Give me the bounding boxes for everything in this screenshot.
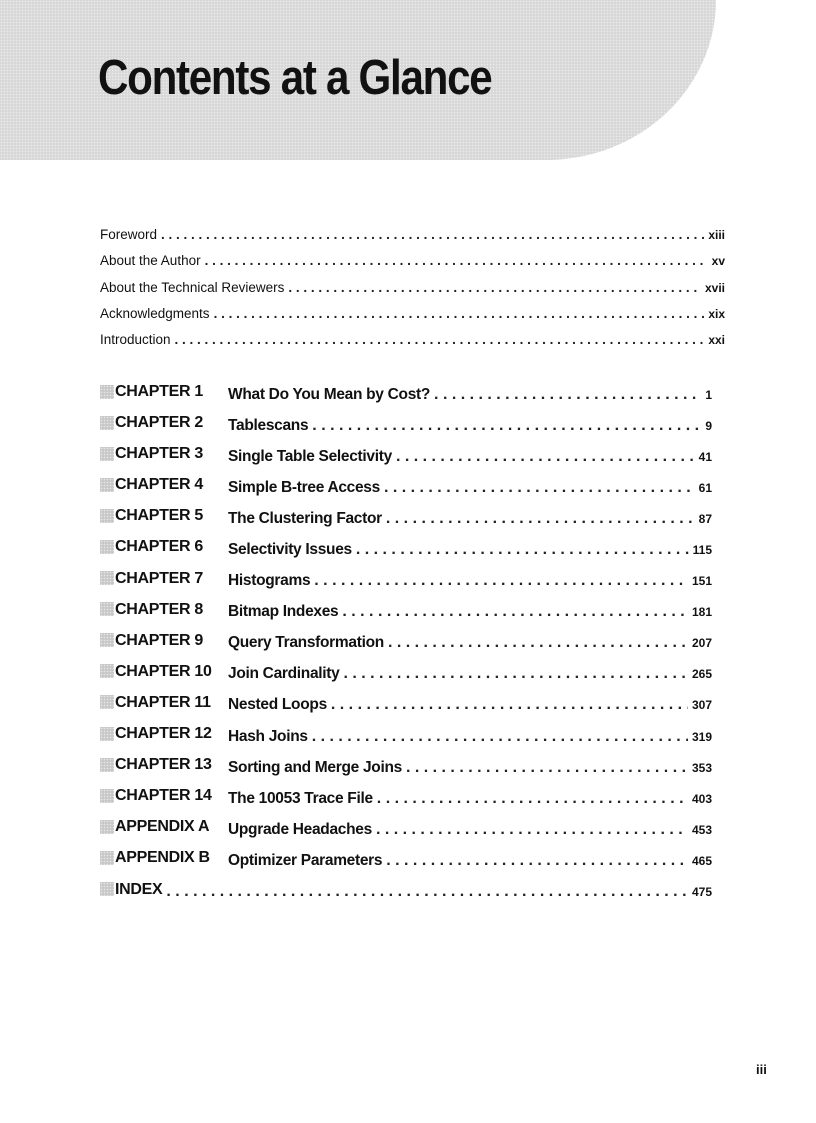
chapter-marker-icon <box>100 571 114 585</box>
dot-leader <box>312 721 688 752</box>
page-title: Contents at a Glance <box>98 51 492 105</box>
dot-leader <box>288 275 701 301</box>
toc-entry-page: xix <box>708 306 725 321</box>
chapter-page: 265 <box>691 667 712 682</box>
chapter-page: 115 <box>692 543 712 558</box>
chapter-label: CHAPTER 11 <box>115 693 211 711</box>
appendix-title: Upgrade Headaches <box>228 820 372 838</box>
toc-entry-page: xiii <box>708 228 725 242</box>
appendix-label: APPENDIX B <box>115 849 210 867</box>
chapter-marker-icon <box>100 664 114 678</box>
chapter-label: CHAPTER 14 <box>115 787 212 805</box>
toc-entry-title: Acknowledgments <box>100 305 210 321</box>
chapter-entry[interactable] <box>100 594 712 625</box>
chapter-title: What Do You Mean by Cost? <box>228 385 431 403</box>
chapter-title: Single Table Selectivity <box>228 447 392 465</box>
dot-leader <box>161 222 704 248</box>
dot-leader <box>342 596 688 627</box>
toc-entry-title: Foreword <box>100 227 158 242</box>
toc-entry-technical-reviewers[interactable] <box>100 275 725 301</box>
page-number: iii <box>756 1062 767 1077</box>
toc-entry-page: xvii <box>704 280 725 295</box>
appendix-entry[interactable] <box>100 842 712 873</box>
dot-leader <box>331 689 688 720</box>
chapter-entry[interactable] <box>100 469 712 500</box>
appendix-entry[interactable] <box>100 811 712 842</box>
chapter-marker-icon <box>100 758 114 772</box>
chapter-entry[interactable] <box>100 531 712 562</box>
dot-leader <box>388 627 688 658</box>
chapter-page: 181 <box>691 605 712 620</box>
toc-entry-about-author[interactable] <box>100 248 725 274</box>
chapter-label: CHAPTER 4 <box>115 476 203 494</box>
chapter-page: 353 <box>691 760 712 775</box>
chapter-marker-icon <box>100 509 114 523</box>
chapter-marker-icon <box>100 882 114 896</box>
chapter-entry[interactable] <box>100 376 712 407</box>
chapter-marker-icon <box>100 851 114 865</box>
chapter-label: CHAPTER 6 <box>115 538 203 556</box>
dot-leader <box>166 876 688 907</box>
chapter-title: Join Cardinality <box>228 665 340 683</box>
appendix-title: Optimizer Parameters <box>228 851 383 869</box>
dot-leader <box>406 752 688 783</box>
chapter-entry[interactable] <box>100 656 712 687</box>
chapter-marker-icon <box>100 385 114 399</box>
chapter-label: CHAPTER 10 <box>115 662 212 680</box>
chapter-label: CHAPTER 13 <box>115 756 212 774</box>
chapter-title: Query Transformation <box>228 634 384 652</box>
dot-leader <box>386 845 688 876</box>
chapter-entry[interactable] <box>100 718 712 749</box>
chapter-entry[interactable] <box>100 780 712 811</box>
chapter-title: Simple B-tree Access <box>228 478 380 496</box>
chapter-label: CHAPTER 8 <box>115 600 203 618</box>
chapter-entry[interactable] <box>100 625 712 656</box>
chapter-marker-icon <box>100 789 114 803</box>
chapter-title: Tablescans <box>228 416 309 434</box>
toc-entry-acknowledgments[interactable] <box>100 301 725 327</box>
dot-leader <box>396 441 695 472</box>
chapter-label: CHAPTER 2 <box>115 414 203 432</box>
chapter-marker-icon <box>100 820 114 834</box>
chapter-title: Selectivity Issues <box>228 541 352 559</box>
chapter-marker-icon <box>100 695 114 709</box>
chapter-marker-icon <box>100 602 114 616</box>
chapter-marker-icon <box>100 540 114 554</box>
chapter-marker-icon <box>100 633 114 647</box>
chapter-list <box>100 376 712 905</box>
dot-leader <box>434 379 701 410</box>
chapter-entry[interactable] <box>100 500 712 531</box>
chapter-marker-icon <box>100 478 114 492</box>
chapter-title: Sorting and Merge Joins <box>228 758 402 776</box>
appendix-label: APPENDIX A <box>115 818 210 836</box>
chapter-label: CHAPTER 12 <box>115 725 212 743</box>
chapter-title: Nested Loops <box>228 696 327 714</box>
appendix-page: 465 <box>691 853 712 868</box>
chapter-page: 41 <box>698 449 712 464</box>
chapter-title: Bitmap Indexes <box>228 603 339 621</box>
index-label: INDEX <box>115 880 163 898</box>
chapter-entry[interactable] <box>100 563 712 594</box>
dot-leader <box>343 658 687 689</box>
chapter-title: The 10053 Trace File <box>228 789 373 807</box>
dot-leader <box>175 327 705 353</box>
chapter-title: Histograms <box>228 572 311 590</box>
dot-leader <box>314 565 688 596</box>
chapter-page: 1 <box>705 387 712 402</box>
chapter-page: 87 <box>698 511 712 526</box>
chapter-entry[interactable] <box>100 407 712 438</box>
toc-entry-foreword[interactable] <box>100 222 725 248</box>
dot-leader <box>376 814 688 845</box>
dot-leader <box>214 301 705 327</box>
dot-leader <box>356 534 689 565</box>
chapter-page: 151 <box>691 574 712 589</box>
chapter-page: 207 <box>691 636 712 651</box>
toc-entry-page: xv <box>711 254 725 269</box>
chapter-page: 319 <box>691 729 712 744</box>
chapter-entry[interactable] <box>100 438 712 469</box>
dot-leader <box>377 783 688 814</box>
chapter-page: 61 <box>698 480 712 495</box>
index-entry[interactable] <box>100 874 712 905</box>
chapter-label: CHAPTER 7 <box>115 569 203 587</box>
toc-entry-title: About the Author <box>100 253 201 269</box>
toc-entry-title: About the Technical Reviewers <box>100 279 285 295</box>
dot-leader <box>312 410 701 441</box>
appendix-page: 453 <box>691 822 712 837</box>
chapter-page: 9 <box>705 418 712 433</box>
chapter-title: The Clustering Factor <box>228 509 382 527</box>
chapter-label: CHAPTER 5 <box>115 507 203 525</box>
chapter-title: Hash Joins <box>228 727 308 745</box>
dot-leader <box>386 503 695 534</box>
chapter-label: CHAPTER 3 <box>115 445 203 463</box>
chapter-marker-icon <box>100 416 114 430</box>
toc-entry-introduction[interactable] <box>100 327 725 353</box>
index-page: 475 <box>691 885 712 900</box>
chapter-label: CHAPTER 1 <box>115 383 203 400</box>
chapter-marker-icon <box>100 447 114 461</box>
chapter-label: CHAPTER 9 <box>115 631 203 649</box>
toc-entry-title: Introduction <box>100 332 171 348</box>
chapter-entry[interactable] <box>100 749 712 780</box>
front-matter-list <box>100 222 725 353</box>
chapter-page: 403 <box>691 791 712 806</box>
dot-leader <box>205 248 708 274</box>
dot-leader <box>384 472 695 503</box>
chapter-entry[interactable] <box>100 687 712 718</box>
toc-entry-page: xxi <box>708 333 725 348</box>
chapter-marker-icon <box>100 727 114 741</box>
chapter-page: 307 <box>691 698 712 713</box>
